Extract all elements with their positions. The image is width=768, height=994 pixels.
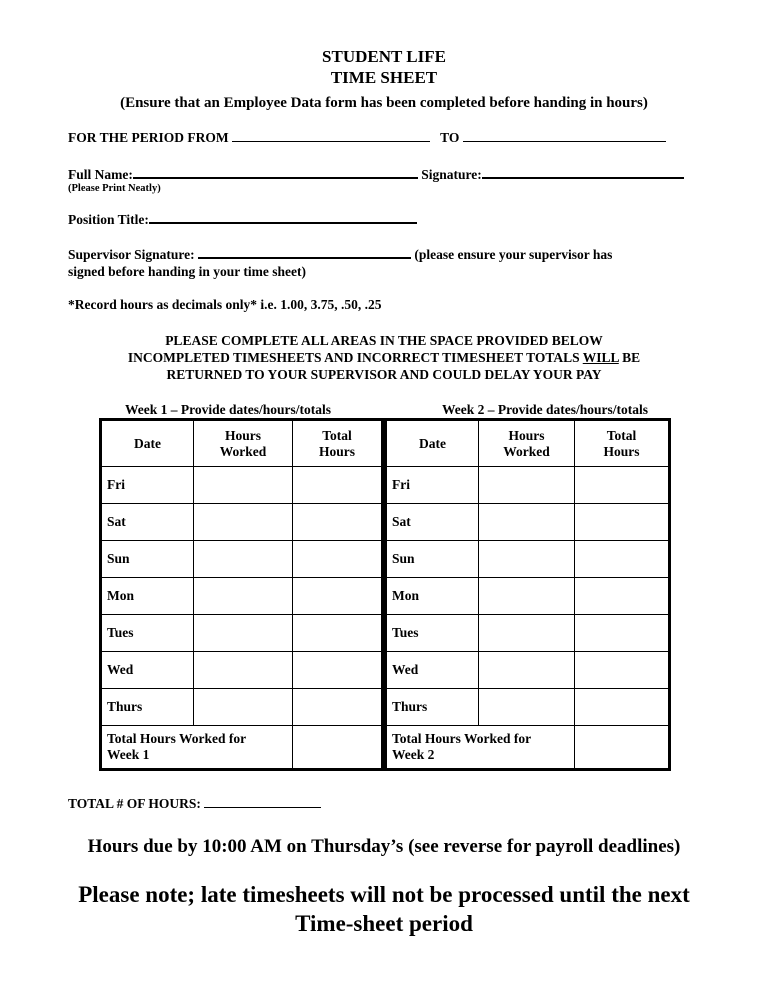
hours-header-line-2: Worked: [219, 443, 267, 459]
table-row: [386, 578, 670, 615]
table-row: [101, 504, 383, 541]
hours-header-line-1: Hours: [508, 427, 545, 443]
week-2-table: [384, 418, 671, 771]
supervisor-signature-field[interactable]: [198, 257, 411, 259]
late-note-line-2: Time-sheet period: [295, 911, 473, 936]
week-total-label-line-2: Week 1: [107, 747, 150, 762]
late-note-line-1: Please note; late timesheets will not be processed until the next: [78, 882, 690, 907]
period-from-field[interactable]: [232, 141, 430, 142]
total-cell[interactable]: [575, 689, 670, 726]
total-cell[interactable]: [292, 541, 382, 578]
table-row: [386, 504, 670, 541]
position-title-label: Position Title:: [68, 212, 149, 227]
form-subtitle: TIME SHEET: [330, 68, 438, 87]
warning-will-underlined: WILL: [582, 350, 619, 365]
week-total-label: [101, 726, 293, 770]
full-name-field[interactable]: [133, 177, 418, 179]
hours-cell[interactable]: [479, 615, 575, 652]
week-total-cell[interactable]: [292, 726, 382, 770]
decimal-note: *Record hours as decimals only* i.e. 1.00, 3.75, .50, .25: [68, 297, 382, 312]
total-header-line-1: Total: [606, 427, 637, 443]
total-cell[interactable]: [292, 615, 382, 652]
day-label: Wed: [101, 652, 194, 689]
hours-cell[interactable]: [194, 689, 293, 726]
supervisor-note: (please ensure your supervisor has: [414, 247, 613, 262]
supervisor-row: [68, 246, 708, 263]
total-cell[interactable]: [575, 578, 670, 615]
full-name-label: Full Name:: [68, 167, 133, 182]
table-row: [386, 541, 670, 578]
day-label: Mon: [386, 578, 479, 615]
hours-cell[interactable]: [194, 504, 293, 541]
day-label: Fri: [386, 467, 479, 504]
total-hours-column-header: [292, 420, 382, 467]
hours-cell[interactable]: [194, 467, 293, 504]
table-row: [101, 615, 383, 652]
day-label: Mon: [101, 578, 194, 615]
form-title: STUDENT LIFE: [322, 47, 446, 66]
total-cell[interactable]: [292, 504, 382, 541]
total-header-line-2: Hours: [603, 443, 640, 459]
supervisor-note-continued: signed before handing in your time sheet): [68, 264, 307, 279]
week-total-label-line-2: Week 2: [392, 747, 435, 762]
date-column-header: Date: [101, 420, 194, 467]
hours-cell[interactable]: [479, 578, 575, 615]
week-total-row: [101, 726, 383, 770]
hours-cell[interactable]: [194, 615, 293, 652]
hours-cell[interactable]: [194, 541, 293, 578]
supervisor-signature-label: Supervisor Signature:: [68, 247, 195, 262]
table-row: [386, 467, 670, 504]
total-cell[interactable]: [292, 578, 382, 615]
signature-label: Signature:: [421, 167, 482, 182]
period-row: [68, 129, 708, 146]
hours-cell[interactable]: [479, 652, 575, 689]
period-to-field[interactable]: [463, 141, 666, 142]
table-row: [101, 578, 383, 615]
day-label: Thurs: [101, 689, 194, 726]
total-cell[interactable]: [575, 615, 670, 652]
table-row: [386, 615, 670, 652]
hours-cell[interactable]: [194, 578, 293, 615]
hours-cell[interactable]: [479, 541, 575, 578]
warning-line-2-text: INCOMPLETED TIMESHEETS AND INCORRECT TIMESHEET TOTALS: [127, 350, 583, 365]
day-label: Sun: [386, 541, 479, 578]
table-row: [101, 541, 383, 578]
name-row: [68, 166, 708, 183]
position-row: [68, 211, 417, 228]
total-hours-column-header: [575, 420, 670, 467]
day-label: Sat: [101, 504, 194, 541]
table-row: [101, 652, 383, 689]
day-label: Wed: [386, 652, 479, 689]
total-header-line-2: Hours: [318, 443, 355, 459]
date-column-header: Date: [386, 420, 479, 467]
employee-data-note: (Ensure that an Employee Data form has been completed before handing in hours): [120, 95, 648, 111]
day-label: Tues: [386, 615, 479, 652]
week-2-title: Week 2 – Provide dates/hours/totals: [441, 402, 648, 417]
total-hours-row: [68, 795, 321, 812]
week-total-row: [386, 726, 670, 770]
total-cell[interactable]: [575, 504, 670, 541]
hours-cell[interactable]: [194, 652, 293, 689]
hours-due-note: Hours due by 10:00 AM on Thursday’s (see reverse for payroll deadlines): [87, 836, 681, 857]
table-row: [101, 467, 383, 504]
total-header-line-1: Total: [322, 427, 352, 443]
total-hours-label: TOTAL # OF HOURS:: [68, 796, 201, 811]
hours-header-line-2: Worked: [503, 443, 550, 459]
hours-header-line-1: Hours: [224, 427, 261, 443]
table-row: [386, 652, 670, 689]
total-cell[interactable]: [292, 467, 382, 504]
total-hours-field[interactable]: [204, 807, 321, 808]
day-label: Tues: [101, 615, 194, 652]
day-label: Thurs: [386, 689, 479, 726]
day-label: Sun: [101, 541, 194, 578]
total-cell[interactable]: [575, 467, 670, 504]
table-header-row: [101, 420, 383, 467]
hours-worked-column-header: [194, 420, 293, 467]
day-label: Fri: [101, 467, 194, 504]
table-header-row: [386, 420, 670, 467]
total-cell[interactable]: [292, 652, 382, 689]
hours-cell[interactable]: [479, 467, 575, 504]
signature-field[interactable]: [482, 177, 684, 179]
period-from-label: FOR THE PERIOD FROM: [68, 130, 229, 145]
period-to-label: TO: [440, 130, 460, 145]
total-cell[interactable]: [575, 541, 670, 578]
hours-cell[interactable]: [479, 689, 575, 726]
position-title-field[interactable]: [149, 222, 417, 224]
week-total-label-line-1: Total Hours Worked for: [107, 731, 247, 746]
hours-cell[interactable]: [479, 504, 575, 541]
day-label: Sat: [386, 504, 479, 541]
table-row: [101, 689, 383, 726]
warning-line-1: PLEASE COMPLETE ALL AREAS IN THE SPACE PROVIDED BELOW: [165, 333, 603, 348]
table-row: [386, 689, 670, 726]
full-name-hint: (Please Print Neatly): [68, 183, 161, 194]
total-cell[interactable]: [292, 689, 382, 726]
total-cell[interactable]: [575, 652, 670, 689]
week-1-title: Week 1 – Provide dates/hours/totals: [124, 402, 331, 417]
week-total-label: [386, 726, 575, 770]
warning-line-3: RETURNED TO YOUR SUPERVISOR AND COULD DELAY YOUR PAY: [166, 367, 602, 382]
hours-worked-column-header: [479, 420, 575, 467]
warning-line-2: [0, 349, 768, 366]
week-1-table: [99, 418, 384, 771]
week-total-cell[interactable]: [575, 726, 670, 770]
week-total-label-line-1: Total Hours Worked for: [392, 731, 532, 746]
warning-line-2-end: BE: [618, 350, 641, 365]
